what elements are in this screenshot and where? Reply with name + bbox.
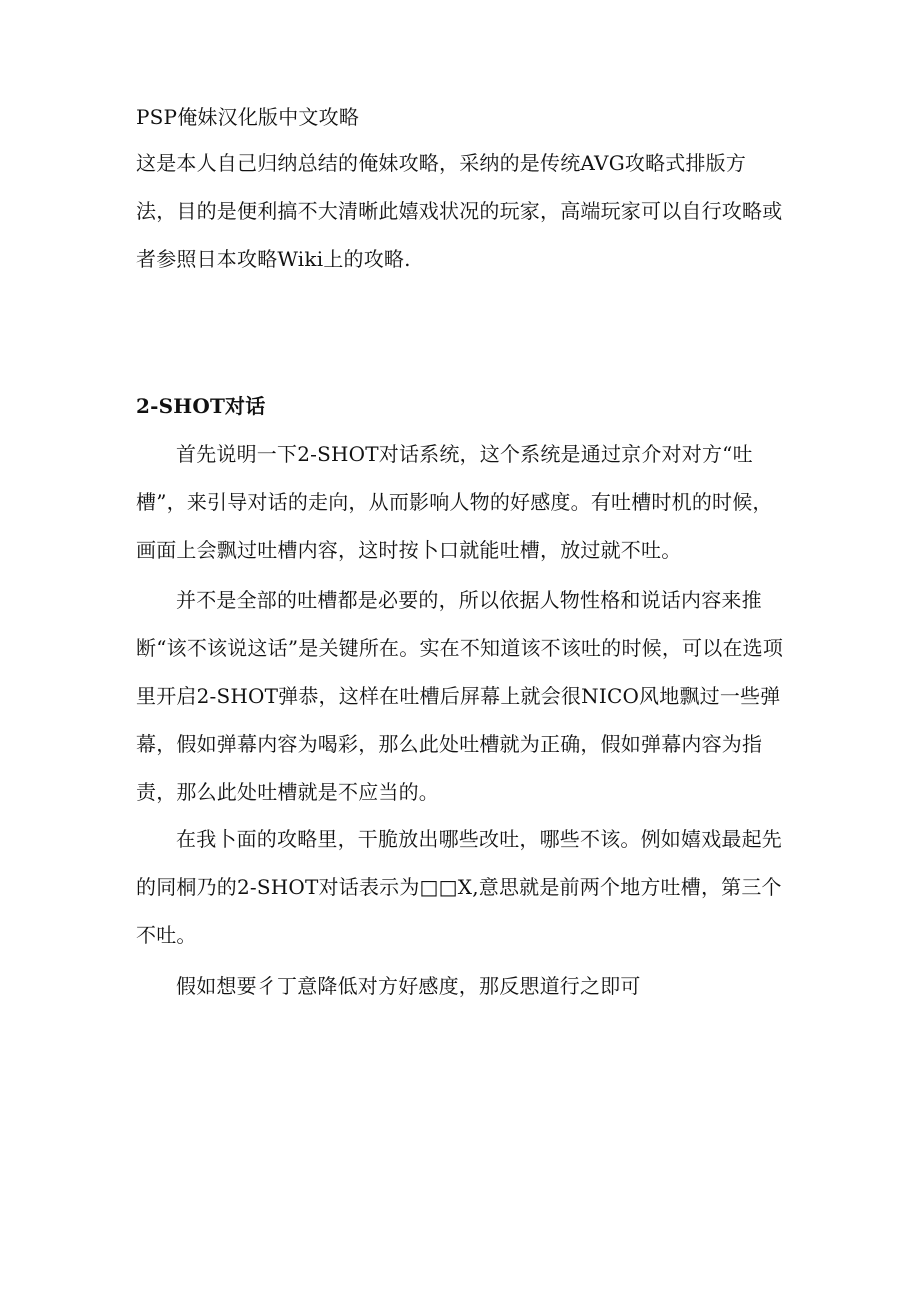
body-paragraph: 在我卜面的攻略里，干脆放出哪些改吐，哪些不该。例如嬉戏最起先的同桐乃的2-SHOT对话表示为□□X,意思就是前两个地方吐槽，第三个不吐。 <box>136 827 782 947</box>
intro-paragraph: 这是本人自己归纳总结的俺妹攻略，采纳的是传统AVG攻略式排版方法，目的是便利搞不大清晰此嬉戏状况的玩家，高端玩家可以自行攻略或者参照日本攻略Wiki上的攻略. <box>136 151 783 271</box>
body-paragraph: 并不是全部的吐槽都是必要的，所以依据人物性格和说话内容来推断“该不该说这话”是关键所在。实在不知道该不该吐的时候，可以在选项里开启2-SHOT弹恭，这样在吐槽后屏幕上就会很NICO风地飘过一些弹幕，假如弹幕内容为喝彩，那么此处吐槽就为正确，假如弹幕内容为指责，那么此处吐槽就是不应当的。 <box>136 588 784 804</box>
section-heading: 2-SHOT对话 <box>136 394 266 418</box>
body-paragraph: 假如想要彳丁意降低对方好感度，那反愳道行之即可 <box>176 974 641 998</box>
body-paragraph: 首先说明一下2-SHOT对话系统，这个系统是通过京介对对方“吐槽”，来引导对话的走向，从而影响人物的好感度。有吐槽时机的时候，画面上会飘过吐槽内容，这时按卜口就能吐槽，放过就不吐。 <box>136 442 773 562</box>
document-title: PSP俺妹汉化版中文攻略 <box>136 105 360 129</box>
